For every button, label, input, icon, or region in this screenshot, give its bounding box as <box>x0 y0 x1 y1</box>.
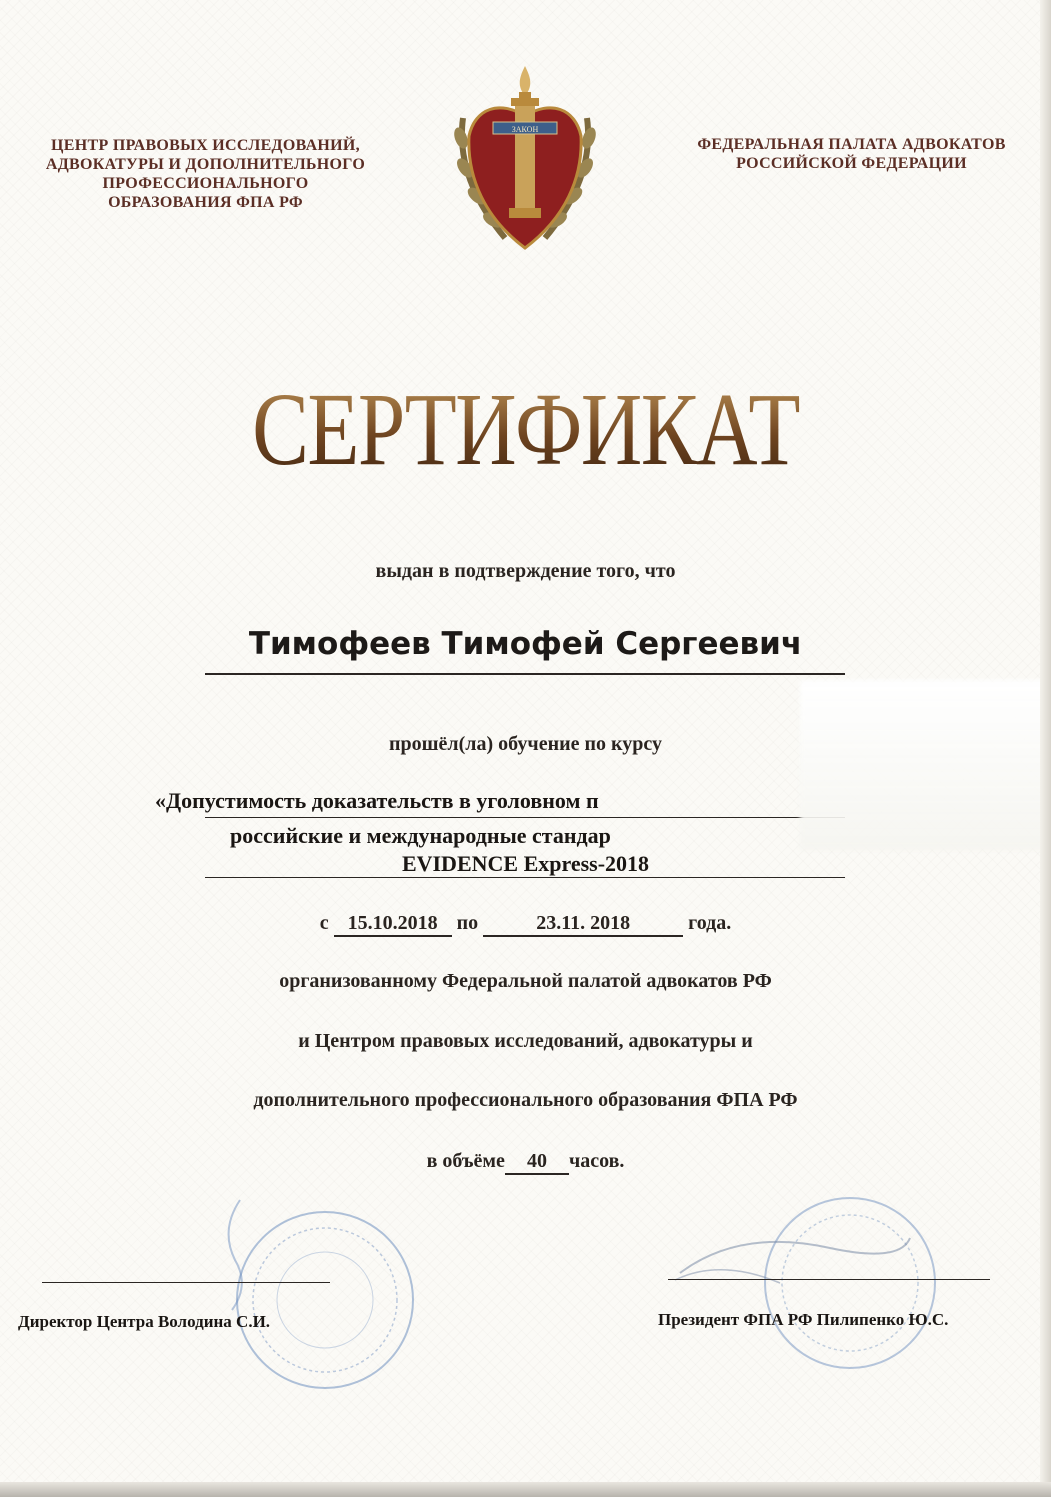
date-from-prefix: с <box>319 912 329 934</box>
course-title-line-2: российские и международные стандар <box>230 823 611 848</box>
issued-line: выдан в подтверждение того, что <box>375 560 676 582</box>
emblem-logo <box>445 58 605 258</box>
date-to: 23.11. 2018 <box>483 912 683 937</box>
page-bottom-edge <box>0 1482 1051 1497</box>
president-signature-caption: Президент ФПА РФ Пилипенко Ю.С. <box>658 1310 949 1329</box>
certificate-title: СЕРТИФИКАТ <box>95 370 957 490</box>
date-to-prefix: по <box>456 912 479 934</box>
date-suffix: года. <box>688 912 732 934</box>
right-signature-line <box>668 1279 990 1280</box>
hours-value: 40 <box>505 1150 569 1175</box>
right-organization-header: ФЕДЕРАЛЬНАЯ ПАЛАТА АДВОКАТОВ РОССИЙСКОЙ ФЕДЕРАЦИИ <box>697 136 1006 172</box>
date-from: 15.10.2018 <box>334 912 452 937</box>
course-title-line-1: «Допустимость доказательств в уголовном п <box>155 788 599 813</box>
page-right-edge <box>1040 0 1051 1497</box>
left-stamp-seal <box>210 1190 430 1400</box>
hours-suffix: часов. <box>568 1150 625 1172</box>
course-dates <box>0 912 1051 937</box>
emblem-book-label: ЗАКОН <box>511 125 539 134</box>
director-signature-caption: Директор Центра Володина С.И. <box>18 1312 271 1331</box>
hours-prefix: в объёме <box>426 1150 505 1172</box>
course-hours <box>0 1150 1051 1175</box>
course-underline-3 <box>205 877 845 878</box>
organized-line-2: и Центром правовых исследований, адвокатуры и <box>298 1030 753 1052</box>
left-signature-line <box>42 1282 330 1283</box>
course-underline-1 <box>205 817 845 818</box>
organized-line-3: дополнительного профессионального образования ФПА РФ <box>253 1089 798 1111</box>
name-underline <box>205 673 845 675</box>
organized-line-1: организованному Федеральной палатой адвокатов РФ <box>279 970 772 992</box>
completed-line: прошёл(ла) обучение по курсу <box>389 733 662 755</box>
recipient-name: Тимофеев Тимофей Сергеевич <box>248 626 803 662</box>
right-stamp-seal <box>660 1188 980 1398</box>
faded-patch <box>800 680 1051 850</box>
course-title-line-3: EVIDENCE Express-2018 <box>401 851 650 876</box>
left-organization-header: ЦЕНТР ПРАВОВЫХ ИССЛЕДОВАНИЙ, АДВОКАТУРЫ И ДОПОЛНИТЕЛЬНОГО ПРОФЕССИОНАЛЬНОГО ОБРАЗОВАНИЯ ФПА РФ <box>45 137 366 211</box>
